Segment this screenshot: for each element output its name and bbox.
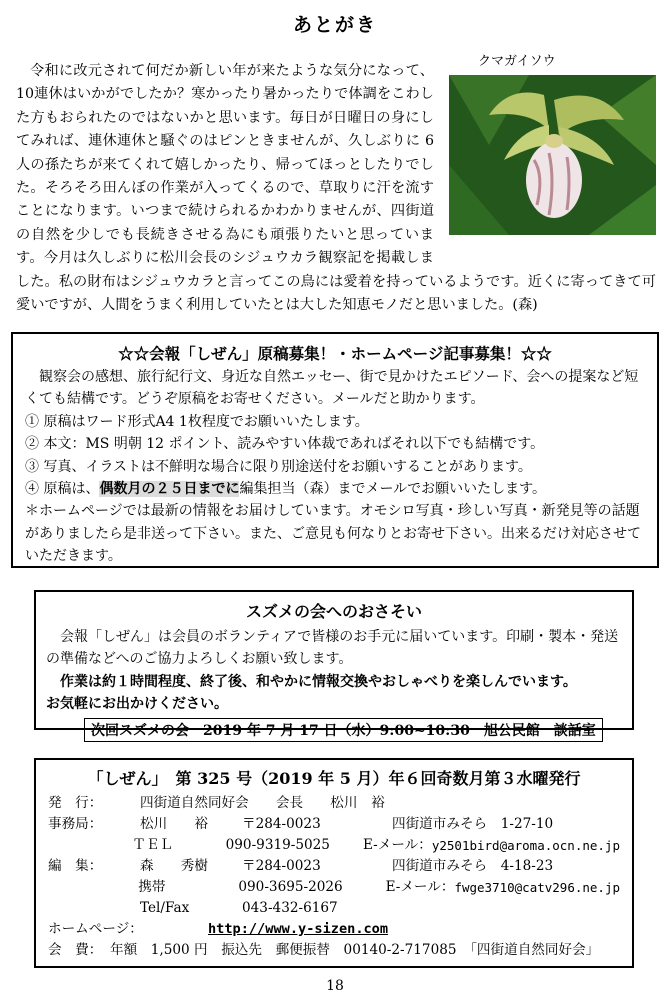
- homepage-note: ＊ホームページでは最新の情報をお届けしています。オモシロ写真・珍しい写真・新発見等の話題がありましたら是非送って下さい。また、ご意見も何なりとお寄せ下さい。出来るだけ対応させていただきます。: [25, 503, 641, 565]
- office-contact-row: [48, 835, 620, 856]
- recruit-heading: ☆☆会報「しぜん」原稿募集！・ホームページ記事募集！☆☆: [118, 344, 552, 363]
- editor-address: 四街道市みそら 4-18-23: [392, 858, 554, 874]
- recruit-body: 観察会の感想、旅行紀行文、身近な自然エッセー、街で見かけたエピソード、会への提案など短くても結構です。どうぞ原稿をお寄せください。メールだと助かります。: [25, 369, 639, 408]
- recruit-item-4: [25, 478, 645, 500]
- office-zip: 〒284-0023: [242, 816, 321, 832]
- homepage-label: ホームページ：: [48, 921, 143, 937]
- editor-mobile: 090-3695-2026: [238, 879, 343, 895]
- afterword-text-block: [16, 60, 656, 317]
- suzume-body: 会報「しぜん」は会員のボランティアで皆様のお手元に届いています。印刷・製本・発送の準備などへのご協力よろしくお願い致します。: [46, 629, 619, 668]
- office-email-label: E-メール：: [362, 837, 432, 853]
- recruit-item-3: ③ 写真、イラストは不鮮明な場合に限り別途送付をお願いすることがあります。: [25, 458, 532, 475]
- suzume-welcome: お気軽にお出かけください。: [46, 696, 228, 713]
- office-tel: 090-9319-5025: [225, 837, 330, 853]
- page-number: 18: [326, 978, 344, 994]
- editor-row: [48, 856, 620, 877]
- page-title: あとがき: [292, 14, 377, 36]
- suzume-heading: スズメの会へのおさそい: [245, 602, 422, 621]
- editor-name: 森 秀樹: [140, 858, 208, 874]
- manuscript-recruit-box: [11, 332, 659, 568]
- fee-label: 会 費：: [48, 942, 103, 958]
- suzume-work-note: 作業は約１時間程度、終了後、和やかに情報交換やおしゃべりを楽しんでいます。: [60, 673, 577, 690]
- office-name: 松川 裕: [140, 816, 208, 832]
- office-address: 四街道市みそら 1-27-10: [392, 816, 554, 832]
- editor-contact-row: [48, 877, 620, 898]
- office-label: 事務局：: [48, 816, 103, 832]
- office-row: [48, 814, 620, 835]
- photo-caption: クマガイソウ: [478, 54, 556, 69]
- homepage-row: [48, 919, 620, 940]
- colophon-box: [34, 758, 634, 968]
- recruit-item-1: ① 原稿はワード形式A4 1枚程度でお願いいたします。: [25, 413, 369, 430]
- homepage-link[interactable]: http://www.y-sizen.com: [208, 921, 389, 937]
- next-meeting-info: 次回スズメの会 2019 年 7 月 17 日（水）9:00~10:30 旭公民館 談話室: [84, 718, 603, 742]
- office-email: y2501bird@aroma.ocn.ne.jp: [431, 838, 620, 853]
- publisher-label: 発 行：: [48, 795, 103, 811]
- editor-label: 編 集：: [48, 858, 103, 874]
- recruit-item-2: ② 本文：MS 明朝 12 ポイント、読みやすい体裁であればそれ以下でも結構です。: [25, 436, 545, 453]
- recruit-item-4-tail: 編集担当（森）までメールでお願いいたします。: [239, 481, 547, 498]
- fee-row: [48, 940, 620, 961]
- recruit-item-4-lead: ④ 原稿は、: [25, 481, 100, 498]
- publisher-value: 四街道自然同好会 会長 松川 裕: [140, 795, 385, 811]
- recruit-deadline: 偶数月の２５日までに: [99, 481, 240, 498]
- editor-mobile-label: 携帯: [138, 879, 166, 895]
- editor-zip: 〒284-0023: [242, 858, 321, 874]
- editor-email-label: E-メール：: [385, 879, 455, 895]
- issue-header: 「しぜん」 第 325 号（2019 年 5 月）年６回奇数月第３水曜発行: [87, 769, 581, 788]
- editor-fax: 043-432-6167: [242, 900, 338, 916]
- editor-fax-label: Tel/Fax: [140, 900, 190, 916]
- afterword-paragraph: 令和に改元されて何だか新しい年が来たような気分になって、10連休はいかがでしたか？寒かったり暑かったりで体調をこわした方もおられたのではないかと思います。毎日が日曜日の身にしてみれば、連休連休と騒ぐのはピンときませんが、久しぶりに 6 人の孫たちが来てくれて嬉しかったり、帰ってほっとしたりでした。そろそろ田んぼの作業が入ってくるので、草取りに汗を流すことになります。いつまで続けられるかわかりませんが、四街道の自然を少しでも長続きさせる為にも頑張りたいと思っています。今月は久しぶりに松川会長のシジュウカラ観察記を掲載しました。私の財布はシジュウカラと言ってこの鳥には愛着を持っているようです。近くに寄ってきて可愛いですが、人間をうまく利用していたとは大した知恵モノだと思いました。(森): [16, 63, 656, 314]
- publisher-row: [48, 793, 620, 814]
- suzume-invitation-box: [34, 590, 634, 739]
- fee-value: 年額 1,500 円 振込先 郵便振替 00140-2-717085 「四街道自然同好会」: [110, 942, 600, 958]
- editor-email: fwge3710@catv296.ne.jp: [454, 880, 621, 895]
- editor-fax-row: [48, 898, 620, 919]
- office-tel-label: ＴＥＬ: [132, 837, 174, 853]
